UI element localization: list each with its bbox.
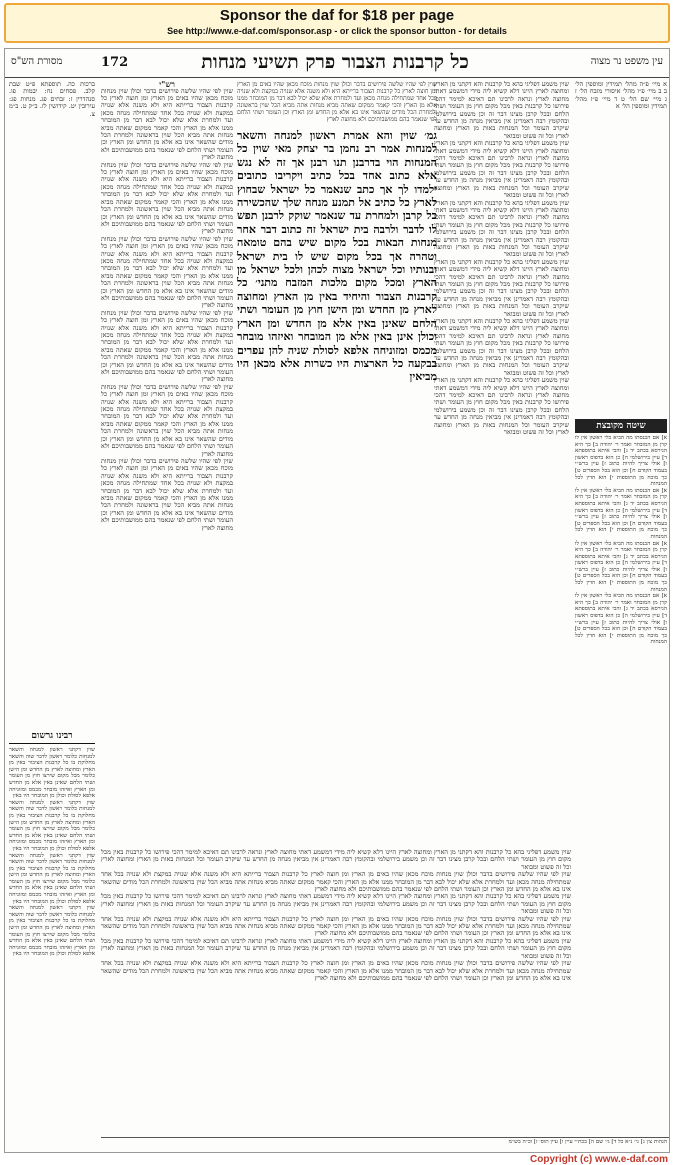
gershom-text-4: שוין דקתני ראשון למנחה והשאר למנחות כלומר ראשון לדבר שוה והשאר מחלוקת בו כל קרבנות הציבור באין מן הארץ ומחוצה לארץ מן החדש ומן הישן כלומר מכל מקום שירצו חוץ מן העומר ושתי הלחם שאינן באין אלא מן החדש ומן הארץ ואיזהו מובחר מכמס ומזוניחה אלפא לסולת וכולן מן המובחר היו באין [9,905,95,958]
sponsor-banner[interactable] [4,3,670,43]
shita-text-repeat-2: א] אם הכנסתו מה הביא כלי ראשון אין לו קרן מן המובחר ואמר ר׳ יהודה ב] כך היא הגירסא בכתב יד ג] והכי איתא בתוספתא ד] עיין בירושלמי ה] כן הוא בדפוס ראשון ו] אולי צריך להיות כתוב ז] עיין ברש״י בעמוד הקודם ח] וכן הוא בכל הספרים ט] כך מוכח מן התוספות י] הוא הדין לכל המנחות [575,540,667,593]
rashi-heading: רש"י [159,81,175,89]
gershom-text-2: שוין דקתני ראשון למנחה והשאר למנחות כלומר ראשון לדבר שוה והשאר מחלוקת בו כל קרבנות הציבור באין מן הארץ ומחוצה לארץ מן החדש ומן הישן כלומר מכל מקום שירצו חוץ מן העומר ושתי הלחם שאינן באין אלא מן החדש ומן הארץ ואיזהו מובחר מכמס ומזוניחה אלפא לסולת וכולן מן המובחר היו באין [9,799,95,852]
sponsor-headline[interactable]: Sponsor the daf for $18 per page [219,7,455,24]
gershom-column [9,747,95,1142]
ein-mishpat-column [575,81,667,411]
page-number: 172 [101,55,129,70]
gemara-main-block [237,129,437,384]
footer-divider [101,1137,669,1138]
talmud-page [4,48,670,1153]
rashi-text: שוין לפי שהיו שלשה פירושים בדבר וכולן שוין מנחות מוכח מכאן שהיו באים מן הארץ ומן חוצה לארץ כל קרבנות הצבור ברייתא היא ולא משנה אלא שנויה במקצת ולא שנויה בכל אחד שמתחילה מנחה מכאן ועד ולמחרת אלא שלא יכול לבא דבר מן המובחר ממנו אלא מן הארץ והכי קאמר ממקום שאתה מביא מנחות אתה מביא הכל שוין בראשונה ולמחרת הכל מודים שהשאר אינו בא אלא מן החדש ומן הארץ וכן העומר ושתי הלחם לפי שנאמר בהם ממושבותיכם ולא מחוצה לארץ [101,86,233,162]
shita-text-repeat: א] אם הכנסתו מה הביא כלי ראשון אין לו קרן מן המובחר ואמר ר׳ יהודה ב] כך היא הגירסא בכתב יד ג] והכי איתא בתוספתא ד] עיין בירושלמי ה] כן הוא בדפוס ראשון ו] אולי צריך להיות כתוב ז] עיין ברש״י בעמוד הקודם ח] וכן הוא בכל הספרים ט] כך מוכח מן התוספות י] הוא הדין לכל המנחות [575,487,667,540]
header-right-label: עין משפט נר מצוה [590,56,663,67]
rashi-column [101,81,233,841]
gemara-upper-text: שוין לפי שהיו שלשה פירושים בדבר וכולן שוין מנחות מוכח מכאן שהיו באים מן הארץ ומן חוצה לארץ כל קרבנות הצבור ברייתא היא ולא משנה אלא שנויה במקצת ולא שנויה בכל אחד שמתחילה מנחה מכאן ועד ולמחרת אלא שלא יכול לבא דבר מן המובחר ממנו אלא מן הארץ והכי קאמר ממקום שאתה מביא מנחות אתה מביא הכל שוין בראשונה ולמחרת הכל מודים שהשאר אינו בא אלא מן החדש ומן הארץ וכן העומר ושתי הלחם לפי שנאמר בהם ממושבותיכם ולא מחוצה לארץ [237,81,437,123]
copyright-link[interactable]: Copyright (c) www.e-daf.com [530,1154,668,1165]
ein-mishpat-text: א מיי׳ פ״ה מהל׳ תמידין ומוספין הל׳ ב ב מיי׳ פ״ו מהל׳ איסורי מזבח הל׳ ז ג מיי׳ שם הל׳ ט ד מיי׳ פ״ז מהל׳ תמידין ומוספין הל׳ א [575,81,667,111]
mishnah-lead: מתני׳ [255,276,278,290]
tosafot-text-4: שוין משמע דפליגי בהא כל קרבנות והא דקתני מן הארץ ומחוצה לארץ היינו דלא קשיא ליה מידי דמשמע דאתי מחוצה לארץ ונראה לרבינו תם דאיכא למימר דהכי פירושו כל קרבנות באין מכל מקום חוץ מן העומר ושתי הלחם ובכל קרבן מצינו דבר זה וכן משמע בירושלמי ובהקומץ רבה דאמרינן אין מביאין מנחה מן החדש עד שיקרב העומר וכל המנחות באות מן הארץ ומחוצה לארץ וכל זה פשוט ומבואר [434,257,569,318]
hagahot-text: הגהות צ׳ן ג] גי׳ נ״א כל ד] גי׳ שם ה] בכת״י עיין ו] עיין תוס׳ ז] וכ״ה בש״מ [508,1139,667,1145]
page-header [5,49,669,78]
gemara-lead: גמ׳ [424,129,437,142]
masoret-column [9,81,95,421]
shita-text-repeat-3: א] אם הכנסתו מה הביא כלי ראשון אין לו קרן מן המובחר ואמר ר׳ יהודה ב] כך היא הגירסא בכתב יד ג] והכי איתא בתוספתא ד] עיין בירושלמי ה] כן הוא בדפוס ראשון ו] אולי צריך להיות כתוב ז] עיין ברש״י בעמוד הקודם ח] וכן הוא בכל הספרים ט] כך מוכח מן התוספות י] הוא הדין לכל המנחות [575,593,667,646]
tosafot-column [434,81,569,841]
sponsor-subline[interactable]: See http://www.e-daf.com/sponsor.asp - or click the sponsor button - for details [167,26,507,36]
gemara-column [237,81,437,641]
lower-commentary [101,849,571,1134]
gemara-text-block [237,129,437,384]
lower-text-1: שוין משמע דפליגי בהא כל קרבנות והא דקתני מן הארץ ומחוצה לארץ היינו דלא קשיא ליה מידי דמשמע דאתי מחוצה לארץ ונראה לרבינו תם דאיכא למימר דהכי פירושו כל קרבנות באין מכל מקום חוץ מן העומר ושתי הלחם ובכל קרבן מצינו דבר זה וכן משמע בירושלמי ובהקומץ רבה דאמרינן אין מביאין מנחה מן החדש עד שיקרב העומר וכל המנחות באות מן הארץ ומחוצה לארץ וכל זה פשוט ומבואר [101,849,571,871]
lower-text-2: שוין לפי שהיו שלשה פירושים בדבר וכולן שוין מנחות מוכח מכאן שהיו באים מן הארץ ומן חוצה לארץ כל קרבנות הצבור ברייתא היא ולא משנה אלא שנויה במקצת ולא שנויה בכל אחד שמתחילה מנחה מכאן ועד ולמחרת אלא שלא יכול לבא דבר מן המובחר ממנו אלא מן הארץ והכי קאמר ממקום שאתה מביא מנחות אתה מביא הכל שוין בראשונה ולמחרת הכל מודים שהשאר אינו בא אלא מן החדש ומן הארץ וכן העומר ושתי הלחם לפי שנאמר בהם ממושבותיכם ולא מחוצה לארץ [101,870,571,894]
tosafot-text-2: שוין משמע דפליגי בהא כל קרבנות והא דקתני מן הארץ ומחוצה לארץ היינו דלא קשיא ליה מידי דמשמע דאתי מחוצה לארץ ונראה לרבינו תם דאיכא למימר דהכי פירושו כל קרבנות באין מכל מקום חוץ מן העומר ושתי הלחם ובכל קרבן מצינו דבר זה וכן משמע בירושלמי ובהקומץ רבה דאמרינן אין מביאין מנחה מן החדש עד שיקרב העומר וכל המנחות באות מן הארץ ומחוצה לארץ וכל זה פשוט ומבואר [434,139,569,200]
tosafot-text-3: שוין משמע דפליגי בהא כל קרבנות והא דקתני מן הארץ ומחוצה לארץ היינו דלא קשיא ליה מידי דמשמע דאתי מחוצה לארץ ונראה לרבינו תם דאיכא למימר דהכי פירושו כל קרבנות באין מכל מקום חוץ מן העומר ושתי הלחם ובכל קרבן מצינו דבר זה וכן משמע בירושלמי ובהקומץ רבה דאמרינן אין מביאין מנחה מן החדש עד שיקרב העומר וכל המנחות באות מן הארץ ומחוצה לארץ וכל זה פשוט ומבואר [434,198,569,259]
rashi-text-3: שוין לפי שהיו שלשה פירושים בדבר וכולן שוין מנחות מוכח מכאן שהיו באים מן הארץ ומן חוצה לארץ כל קרבנות הצבור ברייתא היא ולא משנה אלא שנויה במקצת ולא שנויה בכל אחד שמתחילה מנחה מכאן ועד ולמחרת אלא שלא יכול לבא דבר מן המובחר ממנו אלא מן הארץ והכי קאמר ממקום שאתה מביא מנחות אתה מביא הכל שוין בראשונה ולמחרת הכל מודים שהשאר אינו בא אלא מן החדש ומן הארץ וכן העומר ושתי הלחם לפי שנאמר בהם ממושבותיכם ולא מחוצה לארץ [101,234,233,310]
mishnah-text: כל קרבנות הצבור והיחיד באין מן הארץ ומחוצה לארץ מן החדש ומן הישן חוץ מן העומר ושתי הלחם שאינן באין אלא מן החדש ומן הארץ וכולן אינן באין אלא מן המובחר ואיזהו מובחר מכמס ומזוניחה אלפא לסולת שניה להן עפרים בבקעה כל הארצות היו כשרות אלא מכאן היו מביאין [237,276,437,384]
shita-column [575,435,667,885]
page-title: כל קרבנות הצבור פרק תשיעי מנחות [201,51,469,73]
gershom-text: שוין דקתני ראשון למנחה והשאר למנחות כלומר ראשון לדבר שוה והשאר מחלוקת בו כל קרבנות הציבור באין מן הארץ ומחוצה לארץ מן החדש ומן הישן כלומר מכל מקום שירצו חוץ מן העומר ושתי הלחם שאינן באין אלא מן החדש ומן הארץ ואיזהו מובחר מכמס ומזוניחה אלפא לסולת וכולן מן המובחר היו באין [9,747,95,800]
lower-text-6: שוין לפי שהיו שלשה פירושים בדבר וכולן שוין מנחות מוכח מכאן שהיו באים מן הארץ ומן חוצה לארץ כל קרבנות הצבור ברייתא היא ולא משנה אלא שנויה במקצת ולא שנויה בכל אחד שמתחילה מנחה מכאן ועד ולמחרת אלא שלא יכול לבא דבר מן המובחר ממנו אלא מן הארץ והכי קאמר ממקום שאתה מביא מנחות אתה מביא הכל שוין בראשונה ולמחרת הכל מודים שהשאר אינו בא אלא מן החדש ומן הארץ וכן העומר ושתי הלחם לפי שנאמר בהם ממושבותיכם ולא מחוצה לארץ [101,959,571,982]
hagahot-footer [101,1139,667,1151]
tosafot-text: שוין משמע דפליגי בהא כל קרבנות והא דקתני מן הארץ ומחוצה לארץ היינו דלא קשיא ליה מידי דמשמע דאתי מחוצה לארץ ונראה לרבינו תם דאיכא למימר דהכי פירושו כל קרבנות באין מכל מקום חוץ מן העומר ושתי הלחם ובכל קרבן מצינו דבר זה וכן משמע בירושלמי ובהקומץ רבה דאמרינן אין מביאין מנחה מן החדש עד שיקרב העומר וכל המנחות באות מן הארץ ומחוצה לארץ וכל זה פשוט ומבואר [434,81,569,140]
tosafot-text-6: שוין משמע דפליגי בהא כל קרבנות והא דקתני מן הארץ ומחוצה לארץ היינו דלא קשיא ליה מידי דמשמע דאתי מחוצה לארץ ונראה לרבינו תם דאיכא למימר דהכי פירושו כל קרבנות באין מכל מקום חוץ מן העומר ושתי הלחם ובכל קרבן מצינו דבר זה וכן משמע בירושלמי ובהקומץ רבה דאמרינן אין מביאין מנחה מן החדש עד שיקרב העומר וכל המנחות באות מן הארץ ומחוצה לארץ וכל זה פשוט ומבואר [434,376,569,437]
gershom-text-3: שוין דקתני ראשון למנחה והשאר למנחות כלומר ראשון לדבר שוה והשאר מחלוקת בו כל קרבנות הציבור באין מן הארץ ומחוצה לארץ מן החדש ומן הישן כלומר מכל מקום שירצו חוץ מן העומר ושתי הלחם שאינן באין אלא מן החדש ומן הארץ ואיזהו מובחר מכמס ומזוניחה אלפא לסולת וכולן מן המובחר היו באין [9,852,95,905]
masoret-text: ברכות כה. תוספתא פ״ט שבת קלב. פסחים נח: יבמות פו. סנהדרין ז: זבחים פג. מנחות פג: עירובין יט. קידושין לז. ב״ק ט. ב״מ צ. [9,81,95,118]
shita-text: א] אם הכנסתו מה הביא כלי ראשון אין לו קרן מן המובחר ואמר ר׳ יהודה ב] כך היא הגירסא בכתב יד ג] והכי איתא בתוספתא ד] עיין בירושלמי ה] כן הוא בדפוס ראשון ו] אולי צריך להיות כתוב ז] עיין ברש״י בעמוד הקודם ח] וכן הוא בכל הספרים ט] כך מוכח מן התוספות י] הוא הדין לכל המנחות [575,435,667,488]
lower-text-4: שוין לפי שהיו שלשה פירושים בדבר וכולן שוין מנחות מוכח מכאן שהיו באים מן הארץ ומן חוצה לארץ כל קרבנות הצבור ברייתא היא ולא משנה אלא שנויה במקצת ולא שנויה בכל אחד שמתחילה מנחה מכאן ועד ולמחרת אלא שלא יכול לבא דבר מן המובחר ממנו אלא מן הארץ והכי קאמר ממקום שאתה מביא מנחות אתה מביא הכל שוין בראשונה ולמחרת הכל מודים שהשאר אינו בא אלא מן החדש ומן הארץ וכן העומר ושתי הלחם לפי שנאמר בהם ממושבותיכם ולא מחוצה לארץ [101,914,571,938]
header-left-label: מסורת הש"ס [11,56,63,67]
gemara-text: שוין והא אמרת ראשון למנחה והשאר למנחות אמר רב נחמן בר יצחק מאי שוין כל המנחות הוי בדרבנן תנו רבנן אך זה לא נגש אלא כתוב אחד בכל כתיב ויקריבו כתובים ילמדו לך אך כתב שנאמר כל ישראל שבחוץ לארץ כל כתיב אל תמנע מנחה שלך שהכשירה כל קרבן ולמחרת עד שנאמר שוקק לרבנן תפש לו לדבר ולרבה בית ישראל זה כתוב דבר אחר מנחות הבאות בכל מקום שיש בהם טומאה וטהרה אך בכל מקום שיש לו בית ישראל ובנותיו וכל ישראל מצוה לכהן ולכל ישראל מן הארץ ומכל מקום מלכות המזבח [237,129,437,290]
rashi-text-4: שוין לפי שהיו שלשה פירושים בדבר וכולן שוין מנחות מוכח מכאן שהיו באים מן הארץ ומן חוצה לארץ כל קרבנות הצבור ברייתא היא ולא משנה אלא שנויה במקצת ולא שנויה בכל אחד שמתחילה מנחה מכאן ועד ולמחרת אלא שלא יכול לבא דבר מן המובחר ממנו אלא מן הארץ והכי קאמר ממקום שאתה מביא מנחות אתה מביא הכל שוין בראשונה ולמחרת הכל מודים שהשאר אינו בא אלא מן החדש ומן הארץ וכן העומר ושתי הלחם לפי שנאמר בהם ממושבותיכם ולא מחוצה לארץ [101,308,233,384]
rashi-text-6: שוין לפי שהיו שלשה פירושים בדבר וכולן שוין מנחות מוכח מכאן שהיו באים מן הארץ ומן חוצה לארץ כל קרבנות הצבור ברייתא היא ולא משנה אלא שנויה במקצת ולא שנויה בכל אחד שמתחילה מנחה מכאן ועד ולמחרת אלא שלא יכול לבא דבר מן המובחר ממנו אלא מן הארץ והכי קאמר ממקום שאתה מביא מנחות אתה מביא הכל שוין בראשונה ולמחרת הכל מודים שהשאר אינו בא אלא מן החדש ומן הארץ וכן העומר ושתי הלחם לפי שנאמר בהם ממושבותיכם ולא מחוצה לארץ [101,456,233,532]
rashi-text-5: שוין לפי שהיו שלשה פירושים בדבר וכולן שוין מנחות מוכח מכאן שהיו באים מן הארץ ומן חוצה לארץ כל קרבנות הצבור ברייתא היא ולא משנה אלא שנויה במקצת ולא שנויה בכל אחד שמתחילה מנחה מכאן ועד ולמחרת אלא שלא יכול לבא דבר מן המובחר ממנו אלא מן הארץ והכי קאמר ממקום שאתה מביא מנחות אתה מביא הכל שוין בראשונה ולמחרת הכל מודים שהשאר אינו בא אלא מן החדש ומן הארץ וכן העומר ושתי הלחם לפי שנאמר בהם ממושבותיכם ולא מחוצה לארץ [101,382,233,458]
lower-text-5: שוין משמע דפליגי בהא כל קרבנות והא דקתני מן הארץ ומחוצה לארץ היינו דלא קשיא ליה מידי דמשמע דאתי מחוצה לארץ ונראה לרבינו תם דאיכא למימר דהכי פירושו כל קרבנות באין מכל מקום חוץ מן העומר ושתי הלחם ובכל קרבן מצינו דבר זה וכן משמע בירושלמי ובהקומץ רבה דאמרינן אין מביאין מנחה מן החדש עד שיקרב העומר וכל המנחות באות מן הארץ ומחוצה לארץ וכל זה פשוט ומבואר [101,936,571,960]
shita-heading: שיטה מקובצת [575,419,667,433]
tosafot-text-5: שוין משמע דפליגי בהא כל קרבנות והא דקתני מן הארץ ומחוצה לארץ היינו דלא קשיא ליה מידי דמשמע דאתי מחוצה לארץ ונראה לרבינו תם דאיכא למימר דהכי פירושו כל קרבנות באין מכל מקום חוץ מן העומר ושתי הלחם ובכל קרבן מצינו דבר זה וכן משמע בירושלמי ובהקומץ רבה דאמרינן אין מביאין מנחה מן החדש עד שיקרב העומר וכל המנחות באות מן הארץ ומחוצה לארץ וכל זה פשוט ומבואר [434,317,569,377]
rashi-text-2: שוין לפי שהיו שלשה פירושים בדבר וכולן שוין מנחות מוכח מכאן שהיו באים מן הארץ ומן חוצה לארץ כל קרבנות הצבור ברייתא היא ולא משנה אלא שנויה במקצת ולא שנויה בכל אחד שמתחילה מנחה מכאן ועד ולמחרת אלא שלא יכול לבא דבר מן המובחר ממנו אלא מן הארץ והכי קאמר ממקום שאתה מביא מנחות אתה מביא הכל שוין בראשונה ולמחרת הכל מודים שהשאר אינו בא אלא מן החדש ומן הארץ וכן העומר ושתי הלחם לפי שנאמר בהם ממושבותיכם ולא מחוצה לארץ [101,160,233,236]
gershom-heading: רבינו גרשום [9,729,95,744]
lower-text-3: שוין משמע דפליגי בהא כל קרבנות והא דקתני מן הארץ ומחוצה לארץ היינו דלא קשיא ליה מידי דמשמע דאתי מחוצה לארץ ונראה לרבינו תם דאיכא למימר דהכי פירושו כל קרבנות באין מכל מקום חוץ מן העומר ושתי הלחם ובכל קרבן מצינו דבר זה וכן משמע בירושלמי ובהקומץ רבה דאמרינן אין מביאין מנחה מן החדש עד שיקרב העומר וכל המנחות באות מן הארץ ומחוצה לארץ וכל זה פשוט ומבואר [101,892,571,916]
